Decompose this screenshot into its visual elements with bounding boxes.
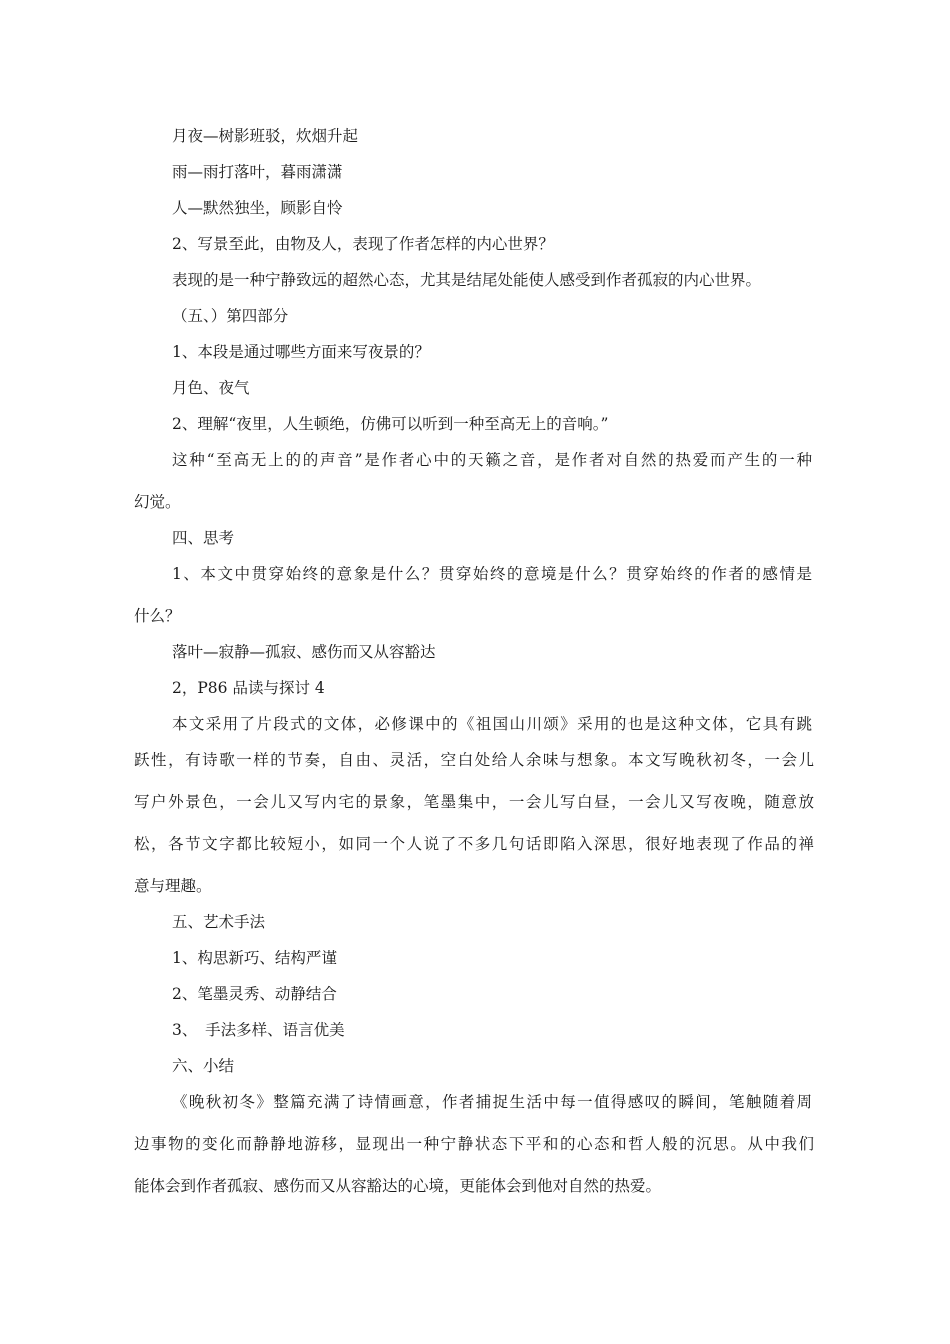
text-line: 1、本段是通过哪些方面来写夜景的？ — [172, 343, 430, 361]
text-line: 幻觉。 — [134, 493, 181, 511]
text-line: 《晚秋初冬》整篇充满了诗情画意，作者捕捉生活中每一值得感叹的瞬间，笔触随着周 — [172, 1093, 812, 1111]
text-line: 写户外景色，一会儿又写内宅的景象，笔墨集中，一会儿写白昼，一会儿又写夜晚，随意放 — [134, 793, 814, 811]
text-line: 2、笔墨灵秀、动静结合 — [172, 985, 337, 1003]
text-line: 能体会到作者孤寂、感伤而又从容豁达的心境，更能体会到他对自然的热爱。 — [134, 1177, 662, 1195]
section-heading: （五、）第四部分 — [172, 307, 289, 325]
text-line: 2、理解“夜里，人生顿绝，仿佛可以听到一种至高无上的音响。” — [172, 415, 609, 433]
section-heading: 六、小结 — [172, 1057, 235, 1075]
text-line: 这种“至高无上的的声音”是作者心中的天籁之音，是作者对自然的热爱而产生的一种 — [172, 451, 812, 469]
text-line: 1、本文中贯穿始终的意象是什么？贯穿始终的意境是什么？贯穿始终的作者的感情是 — [172, 565, 812, 583]
text-line: 2，P86 品读与探讨 4 — [172, 679, 325, 697]
text-line: 落叶—寂静—孤寂、感伤而又从容豁达 — [172, 643, 436, 661]
text-line: 3、 手法多样、语言优美 — [172, 1021, 345, 1039]
section-heading: 四、思考 — [172, 529, 235, 547]
text-line: 月色、夜气 — [172, 379, 250, 397]
text-line: 月夜—树影班驳，炊烟升起 — [172, 127, 359, 145]
text-line: 松，各节文字都比较短小，如同一个人说了不多几句话即陷入深思，很好地表现了作品的禅 — [134, 835, 814, 853]
text-line: 本文采用了片段式的文体，必修课中的《祖国山川颂》采用的也是这种文体，它具有跳 — [172, 715, 812, 733]
text-line: 边事物的变化而静静地游移，显现出一种宁静状态下平和的心态和哲人般的沉思。从中我们 — [134, 1135, 814, 1153]
text-line: 1、构思新巧、结构严谨 — [172, 949, 337, 967]
text-line: 什么？ — [134, 607, 181, 625]
text-line: 跃性，有诗歌一样的节奏，自由、灵活，空白处给人余味与想象。本文写晚秋初冬，一会儿 — [134, 751, 814, 769]
text-line: 2、写景至此，由物及人，表现了作者怎样的内心世界？ — [172, 235, 554, 253]
text-line: 表现的是一种宁静致远的超然心态，尤其是结尾处能使人感受到作者孤寂的内心世界。 — [172, 271, 762, 289]
section-heading: 五、艺术手法 — [172, 913, 266, 931]
text-line: 人—默然独坐，顾影自怜 — [172, 199, 343, 217]
text-line: 雨—雨打落叶，暮雨潇潇 — [172, 163, 343, 181]
text-line: 意与理趣。 — [134, 877, 212, 895]
